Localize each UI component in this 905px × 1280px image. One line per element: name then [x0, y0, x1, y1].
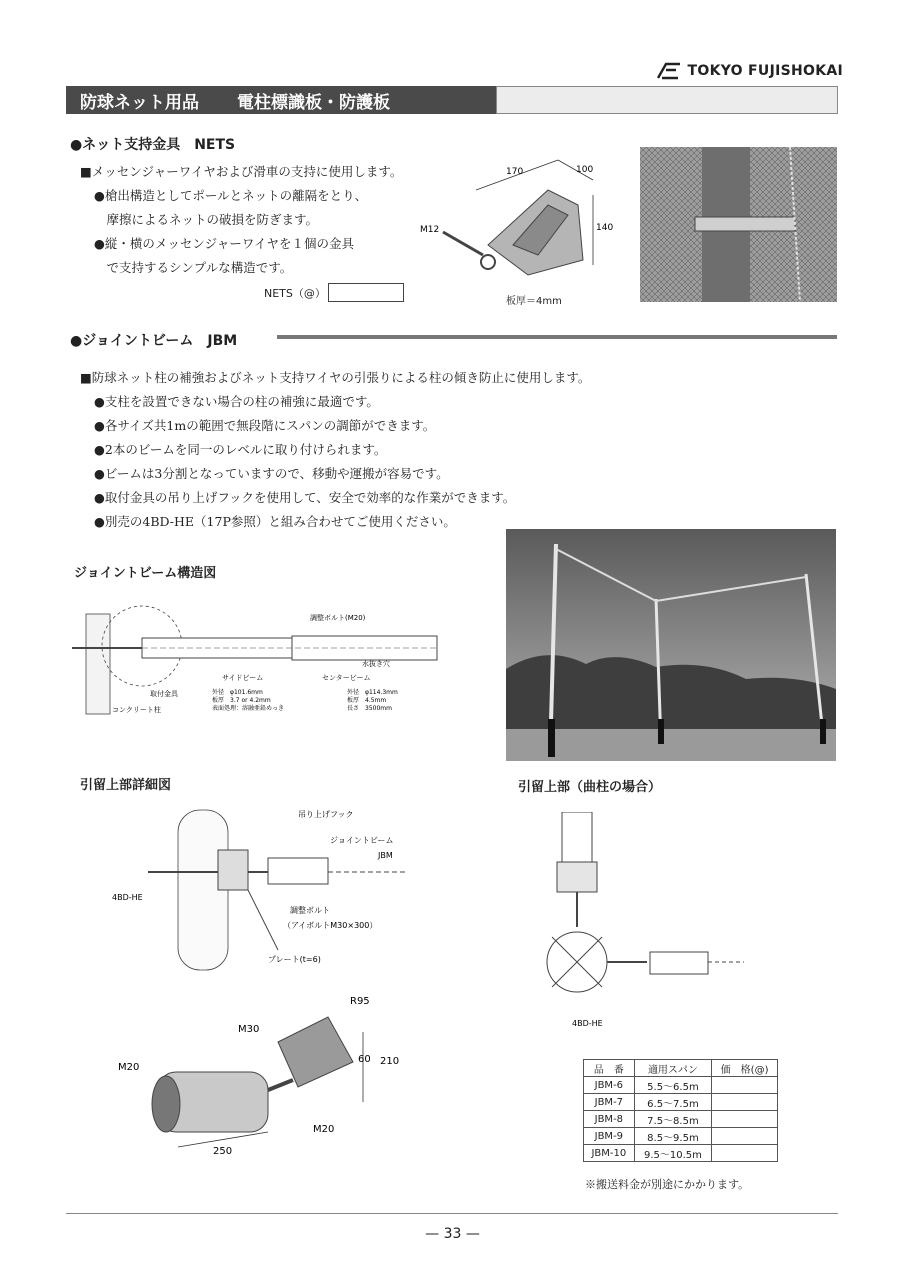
- table-header: 価 格(@): [712, 1060, 778, 1077]
- jbm-bullet: ●各サイズ共1mの範囲で無段階にスパンの調節ができます。: [94, 418, 436, 433]
- cell-code: JBM-10: [584, 1145, 635, 1162]
- nets-bullet: で支持するシンプルな構造です。: [94, 260, 293, 275]
- cell-price: [712, 1145, 778, 1162]
- table-row: [584, 1077, 778, 1094]
- brand-mark-icon: [656, 62, 682, 80]
- footer-divider: [66, 1213, 838, 1214]
- table-header: 品 番: [584, 1060, 635, 1077]
- brand-name: TOKYO FUJISHOKAI: [687, 63, 843, 79]
- cell-span: 8.5〜9.5m: [634, 1128, 712, 1145]
- label-eyebolt: （アイボルトM30×300）: [283, 921, 378, 930]
- curved-caption: 引留上部（曲柱の場合）: [518, 780, 662, 795]
- cell-code: JBM-9: [584, 1128, 635, 1145]
- nets-title: ●ネット支持金具 NETS: [70, 137, 236, 153]
- label-beam: ジョイントビーム: [330, 836, 394, 845]
- nets-bullet: ●縦・横のメッセンジャーワイヤを１個の金具: [94, 236, 354, 251]
- nets-price-label: NETS（@）: [264, 287, 326, 300]
- jbm-title-rule: [277, 335, 837, 339]
- header-subtitle: 電柱標識板・防護板: [237, 92, 390, 113]
- jbm-bullet: ●別売の4BD-HE（17P参照）と組み合わせてご使用ください。: [94, 514, 456, 529]
- side-spec-0: 外径 φ101.6mm: [212, 689, 263, 696]
- label-side-beam: サイドビーム: [222, 674, 264, 682]
- detail-caption: 引留上部詳細図: [80, 778, 172, 793]
- label-pole: コンクリート柱: [112, 706, 161, 714]
- side-spec-1: 板厚 3.7 or 4.2mm: [212, 697, 271, 704]
- nets-bullet: 摩擦によるネットの破損を防ぎます。: [94, 212, 319, 227]
- center-spec-2: 長さ 3500mm: [347, 705, 392, 712]
- bolt-m12: M12: [420, 225, 440, 235]
- label-jbm: JBM: [378, 851, 393, 860]
- center-spec-1: 板厚 4.5mm: [347, 697, 387, 704]
- dim-210: 210: [380, 1056, 400, 1067]
- cell-price: [712, 1111, 778, 1128]
- jbm-lead: ■防球ネット柱の補強およびネット支持ワイヤの引張りによる柱の傾き防止に使用します。: [80, 370, 591, 385]
- table-row: [584, 1128, 778, 1145]
- nets-price-box: [328, 283, 404, 302]
- page-number: — 33 —: [425, 1226, 480, 1242]
- jbm-bullet: ●2本のビームを同一のレベルに取り付けられます。: [94, 442, 387, 457]
- cell-code: JBM-7: [584, 1094, 635, 1111]
- dim-m20a: M20: [118, 1062, 140, 1073]
- jbm-photo: [506, 529, 836, 761]
- jbm-title: ●ジョイントビーム JBM: [70, 333, 238, 349]
- dim-60: 60: [358, 1054, 371, 1065]
- cell-span: 7.5〜8.5m: [634, 1111, 712, 1128]
- nets-photo: [640, 147, 837, 302]
- dim-m30: M30: [238, 1024, 260, 1035]
- dim-m20b: M20: [313, 1124, 335, 1135]
- nets-lead: ■メッセンジャーワイヤおよび滑車の支持に使用します。: [80, 164, 403, 179]
- cell-price: [712, 1094, 778, 1111]
- page-header: [66, 86, 838, 114]
- cell-code: JBM-6: [584, 1077, 635, 1094]
- dim-r95: R95: [350, 996, 370, 1007]
- table-header-row: [584, 1060, 778, 1077]
- label-mount: 取付金具: [150, 690, 178, 698]
- label-he: 4BD-HE: [112, 893, 143, 902]
- label-center-beam: センタービーム: [322, 674, 371, 682]
- cell-price: [712, 1077, 778, 1094]
- cell-code: JBM-8: [584, 1111, 635, 1128]
- cell-price: [712, 1128, 778, 1145]
- label-bolt: 調整ボルト: [290, 906, 330, 915]
- brand-logo: [656, 62, 843, 80]
- table-header: 適用スパン: [634, 1060, 712, 1077]
- spec-table: [583, 1059, 778, 1162]
- cell-span: 6.5〜7.5m: [634, 1094, 712, 1111]
- fitting-drawing: [118, 992, 418, 1162]
- detail-diagram: [108, 800, 428, 975]
- table-note: ※搬送料金が別途にかかります。: [585, 1178, 750, 1191]
- structure-diagram: [72, 596, 452, 726]
- dim-140: 140: [596, 223, 614, 233]
- label-drain: 水抜き穴: [362, 660, 390, 668]
- curved-he: 4BD-HE: [572, 1019, 603, 1028]
- dim-100: 100: [576, 165, 594, 175]
- nets-text: [80, 160, 402, 280]
- label-hook: 吊り上げフック: [298, 810, 354, 819]
- label-plate: プレート(t=6): [268, 955, 321, 964]
- nets-photo-image: [640, 147, 837, 302]
- header-light-block: [496, 86, 838, 114]
- structure-caption: ジョイントビーム構造図: [74, 566, 217, 581]
- nets-bullet: ●槍出構造としてポールとネットの離隔をとり、: [94, 188, 368, 203]
- cell-span: 9.5〜10.5m: [634, 1145, 712, 1162]
- label-adjust-bolt: 調整ボルト(M20): [310, 614, 366, 622]
- nets-bracket-diagram: [418, 150, 618, 290]
- dim-170: 170: [506, 167, 524, 177]
- table-row: [584, 1111, 778, 1128]
- side-spec-2: 表面処理：溶融亜鉛めっき: [212, 705, 284, 712]
- center-spec-0: 外径 φ114.3mm: [347, 689, 398, 696]
- jbm-bullet: ●ビームは3分割となっていますので、移動や運搬が容易です。: [94, 466, 449, 481]
- header-dark-block: [66, 86, 496, 114]
- header-category: 防球ネット用品: [80, 92, 199, 113]
- jbm-photo-image: [506, 529, 836, 761]
- jbm-text: [80, 366, 590, 534]
- table-row: [584, 1094, 778, 1111]
- curved-diagram: [522, 812, 752, 1032]
- jbm-bullet: ●支柱を設置できない場合の柱の補強に最適です。: [94, 394, 379, 409]
- nets-thickness: 板厚＝4mm: [506, 296, 562, 307]
- dim-250: 250: [213, 1146, 233, 1157]
- jbm-bullet: ●取付金具の吊り上げフックを使用して、安全で効率的な作業ができます。: [94, 490, 516, 505]
- table-row: [584, 1145, 778, 1162]
- cell-span: 5.5〜6.5m: [634, 1077, 712, 1094]
